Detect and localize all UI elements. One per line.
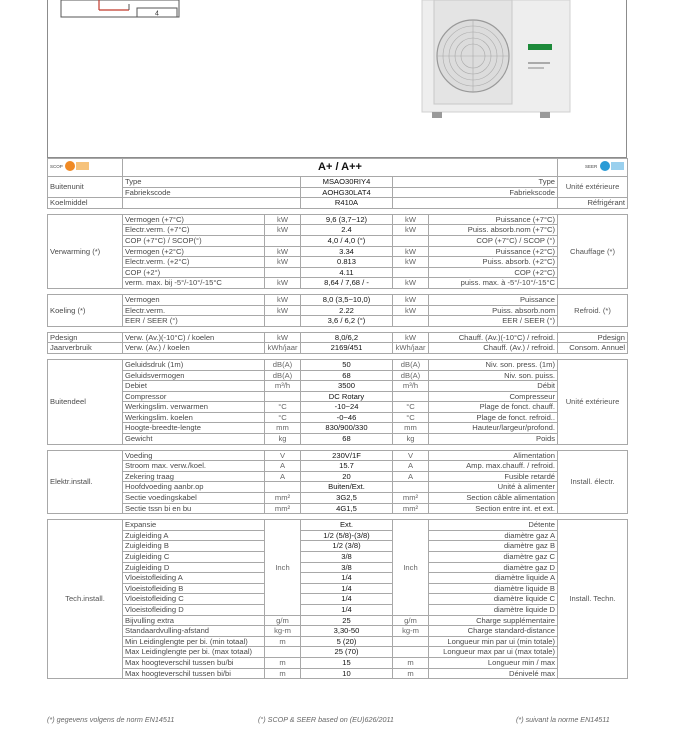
spec-unit: A — [393, 461, 429, 472]
spec-label-fr: diamètre liquide C — [429, 594, 558, 605]
category-label: Pdesign — [48, 332, 123, 343]
spec-unit: kW — [393, 294, 429, 305]
spec-unit: kWh/jaar — [265, 343, 301, 354]
spec-label-fr: Puissance (+2°C) — [429, 246, 558, 257]
table-row — [48, 503, 628, 514]
scop-badge-icon — [50, 160, 90, 172]
category-label-fr: Consom. Annuel — [558, 343, 628, 354]
spec-label-fr: diamètre liquide A — [429, 573, 558, 584]
spec-label-fr: Alimentation — [429, 450, 558, 461]
svg-text:SEER: SEER — [585, 164, 598, 170]
spec-label-nl: Electr.verm. (+2°C) — [123, 257, 265, 268]
spec-label-fr: Charge standard-distance — [429, 626, 558, 637]
spec-value: 2169/451 — [301, 343, 393, 354]
spec-label-nl: Sectie voedingskabel — [123, 493, 265, 504]
spec-value: 4,0 / 4,0 (°) — [301, 235, 393, 246]
seer-badge-icon — [585, 160, 625, 172]
spec-label-fr: Plage de fonct. chauff. — [429, 402, 558, 413]
table-row — [48, 332, 628, 343]
category-label-fr: Réfrigérant — [558, 198, 628, 209]
table-row — [48, 381, 628, 392]
spec-label-nl: EER / SEER (°) — [123, 316, 265, 327]
spec-label-nl: COP (+7°C) / SCOP(°) — [123, 235, 265, 246]
spec-value: AOHG30LAT4 — [301, 187, 393, 198]
spec-unit: mm² — [393, 503, 429, 514]
spec-value: 20 — [301, 471, 393, 482]
spec-unit: g/m — [393, 615, 429, 626]
spec-unit: dB(A) — [265, 359, 301, 370]
spec-unit: kW — [393, 225, 429, 236]
footnote-middle: (°) SCOP & SEER based on (EU)626/2011 — [258, 715, 394, 724]
footnote-right: (*) suivant la norme EN14511 — [516, 715, 610, 724]
spec-label-fr: Compresseur — [429, 391, 558, 402]
spec-unit: kg — [393, 434, 429, 445]
spec-label-fr: Section entre int. et ext. — [429, 503, 558, 514]
table-row — [48, 471, 628, 482]
spec-value: -0~46 — [301, 412, 393, 423]
spec-label-fr: Dénivelé max — [429, 668, 558, 679]
spec-unit: mm² — [265, 503, 301, 514]
spec-unit: °C — [393, 402, 429, 413]
table-row — [48, 434, 628, 445]
specification-table — [47, 158, 628, 679]
spec-unit: kW — [393, 332, 429, 343]
spec-value: 1/2 (3/8) — [301, 541, 393, 552]
spec-value: 4.11 — [301, 267, 393, 278]
spec-unit: kW — [265, 305, 301, 316]
table-row — [48, 267, 628, 278]
spec-label-nl: Max Leidinglengte per bi. (max totaal) — [123, 647, 265, 658]
category-label: Koeling (*) — [48, 294, 123, 326]
table-row — [48, 402, 628, 413]
spec-value: 0.813 — [301, 257, 393, 268]
spec-value: 4G1,5 — [301, 503, 393, 514]
spec-value: 10 — [301, 668, 393, 679]
spec-unit: dB(A) — [265, 370, 301, 381]
spec-label-nl: Fabriekscode — [123, 187, 301, 198]
spec-unit: V — [265, 450, 301, 461]
spec-value: 2.22 — [301, 305, 393, 316]
spec-unit — [265, 316, 301, 327]
seer-logo-cell — [558, 159, 628, 177]
spec-unit: kW — [265, 278, 301, 289]
spec-unit: dB(A) — [393, 370, 429, 381]
category-label: Buitendeel — [48, 359, 123, 444]
spec-value: 8,64 / 7,68 / - — [301, 278, 393, 289]
spec-label-fr: Type — [393, 177, 558, 188]
spec-unit: mm — [265, 423, 301, 434]
spec-label-fr: diamètre gaz C — [429, 552, 558, 563]
spec-label-nl: Sectie tssn bi en bu — [123, 503, 265, 514]
spec-unit: g/m — [265, 615, 301, 626]
spec-value: 15.7 — [301, 461, 393, 472]
spec-label-fr: diamètre liquide B — [429, 583, 558, 594]
spec-label-fr: Section câble alimentation — [429, 493, 558, 504]
spec-value: 3/8 — [301, 552, 393, 563]
spec-unit — [265, 482, 301, 493]
spec-unit: kW — [265, 294, 301, 305]
spec-label-fr: Charge supplémentaire — [429, 615, 558, 626]
spec-label-nl: Standaardvulling-afstand — [123, 626, 265, 637]
category-label-fr: Pdesign — [558, 332, 628, 343]
spec-label-nl: Zuigleiding C — [123, 552, 265, 563]
table-row — [48, 573, 628, 584]
table-row — [48, 278, 628, 289]
spec-label-nl: Vermogen (+7°C) — [123, 214, 265, 225]
scop-logo-cell — [48, 159, 123, 177]
spec-unit: mm² — [265, 493, 301, 504]
table-row — [48, 482, 628, 493]
spec-label-fr: Hauteur/largeur/profond. — [429, 423, 558, 434]
spec-unit: kW — [265, 214, 301, 225]
table-row — [48, 214, 628, 225]
spec-unit: V — [393, 450, 429, 461]
footnote-left: (*) gegevens volgens de norm EN14511 — [47, 715, 175, 724]
table-row — [48, 412, 628, 423]
category-label: Tech.install. — [48, 520, 123, 679]
table-row — [48, 583, 628, 594]
spec-label-fr: COP (+2°C) — [429, 267, 558, 278]
spec-label-nl: Vermogen (+2°C) — [123, 246, 265, 257]
table-row — [48, 520, 628, 531]
spec-value: Buiten/Ext. — [301, 482, 393, 493]
category-label-fr: Install. Techn. — [558, 520, 628, 679]
table-row — [48, 423, 628, 434]
spec-unit — [265, 267, 301, 278]
spec-unit — [393, 636, 429, 647]
spec-label-nl: Type — [123, 177, 301, 188]
table-row — [48, 235, 628, 246]
spec-value: 15 — [301, 657, 393, 668]
spec-unit: kg-m — [265, 626, 301, 637]
spec-label-fr: puiss. max. à -5°/-10°/-15°C — [429, 278, 558, 289]
category-label: Verwarming (*) — [48, 214, 123, 288]
spec-value: 3,30-50 — [301, 626, 393, 637]
spec-unit: kW — [393, 257, 429, 268]
spec-label-nl: Max hoogteverschil tussen bi/bi — [123, 668, 265, 679]
spec-unit: kWh/jaar — [393, 343, 429, 354]
spec-value: 50 — [301, 359, 393, 370]
spec-unit: m — [265, 668, 301, 679]
spec-label-fr: Puiss. absorb.nom — [429, 305, 558, 316]
table-row — [48, 294, 628, 305]
spec-label-nl: Expansie — [123, 520, 265, 531]
spec-unit: kW — [265, 332, 301, 343]
table-row — [48, 604, 628, 615]
spec-value: 1/4 — [301, 594, 393, 605]
table-row — [48, 657, 628, 668]
spec-label-nl: Vloeistofleiding C — [123, 594, 265, 605]
spec-unit: dB(A) — [393, 359, 429, 370]
spec-label-nl: Werkingslim. koelen — [123, 412, 265, 423]
table-row — [48, 668, 628, 679]
spec-unit: kg-m — [393, 626, 429, 637]
spec-label-fr: diamètre gaz D — [429, 562, 558, 573]
spec-unit: m — [265, 636, 301, 647]
category-label-fr: Chauffage (*) — [558, 214, 628, 288]
spec-value: 68 — [301, 434, 393, 445]
spec-value: 3G2,5 — [301, 493, 393, 504]
spec-value: -10~24 — [301, 402, 393, 413]
svg-text:4: 4 — [155, 10, 159, 18]
spec-label-nl: Vermogen — [123, 294, 265, 305]
spec-unit: mm² — [393, 493, 429, 504]
spec-value: 2.4 — [301, 225, 393, 236]
spec-value: 25 (70) — [301, 647, 393, 658]
table-row — [48, 225, 628, 236]
spec-label-nl: Electr.verm. — [123, 305, 265, 316]
spec-unit: m — [393, 657, 429, 668]
spec-unit: °C — [265, 412, 301, 423]
spec-value: Ext. — [301, 520, 393, 531]
spec-label-nl: Stroom max. verw./koel. — [123, 461, 265, 472]
spec-label-fr: Fabriekscode — [393, 187, 558, 198]
spec-unit: kW — [393, 214, 429, 225]
spec-label-fr: Fusible retardé — [429, 471, 558, 482]
spec-label-fr: Chauff. (Av.) / refroid. — [429, 343, 558, 354]
spec-value: 3500 — [301, 381, 393, 392]
spec-value: 5 (20) — [301, 636, 393, 647]
table-row — [48, 343, 628, 354]
spec-label-nl: Werkingslim. verwarmen — [123, 402, 265, 413]
spec-label-fr: Puiss. absorb. (+2°C) — [429, 257, 558, 268]
spec-value: R410A — [301, 198, 393, 209]
spec-label-nl: Vloeistofleiding B — [123, 583, 265, 594]
category-label: Buitenunit — [48, 177, 123, 198]
category-label: Koelmiddel — [48, 198, 123, 209]
spec-unit — [393, 391, 429, 402]
table-row — [48, 647, 628, 658]
spec-label-nl: Zekering traag — [123, 471, 265, 482]
spec-value: 1/4 — [301, 573, 393, 584]
spec-unit: m³/h — [265, 381, 301, 392]
spec-unit: mm — [393, 423, 429, 434]
spec-label-fr: Plage de fonct. refroid.. — [429, 412, 558, 423]
spec-unit: kW — [265, 246, 301, 257]
spec-value: 830/900/330 — [301, 423, 393, 434]
table-row — [48, 159, 628, 177]
table-row — [48, 316, 628, 327]
table-row — [48, 177, 628, 188]
spec-value: 68 — [301, 370, 393, 381]
spec-value: 230V/1F — [301, 450, 393, 461]
spec-unit — [265, 235, 301, 246]
spec-value: 3/8 — [301, 562, 393, 573]
spec-label-nl: Compressor — [123, 391, 265, 402]
spec-unit: kW — [393, 246, 429, 257]
spec-label-fr: COP (+7°C) / SCOP (°) — [429, 235, 558, 246]
spec-label-nl: Verw. (Av.) / koelen — [123, 343, 265, 354]
spec-label-fr: Longueur max par ui (max totale) — [429, 647, 558, 658]
spec-label-fr: Niv. son. puiss. — [429, 370, 558, 381]
spec-value: 25 — [301, 615, 393, 626]
spec-label-nl: verm. max. bij -5°/-10°/-15°C — [123, 278, 265, 289]
spec-value: MSAO30RIY4 — [301, 177, 393, 188]
spec-unit: m — [265, 657, 301, 668]
table-row — [48, 246, 628, 257]
spec-unit — [393, 647, 429, 658]
spec-label-fr: diamètre liquide D — [429, 604, 558, 615]
spec-label-nl: Electr.verm. (+7°C) — [123, 225, 265, 236]
spec-unit: m³/h — [393, 381, 429, 392]
table-row — [48, 450, 628, 461]
spec-unit — [265, 647, 301, 658]
spec-label-fr: Niv. son. press. (1m) — [429, 359, 558, 370]
category-label-fr: Unité extérieure — [558, 359, 628, 444]
spec-unit-inch: Inch — [265, 520, 301, 615]
table-row — [48, 359, 628, 370]
category-label: Jaarverbruik — [48, 343, 123, 354]
table-row — [48, 493, 628, 504]
spec-label-nl: Debiet — [123, 381, 265, 392]
category-label-fr: Install. électr. — [558, 450, 628, 514]
spec-label-nl — [123, 198, 301, 209]
spec-label-fr: Puissance — [429, 294, 558, 305]
spec-label-fr: Chauff. (Av.)(-10°C) / refroid. — [429, 332, 558, 343]
spec-label-fr: diamètre gaz A — [429, 530, 558, 541]
category-label: Elektr.install. — [48, 450, 123, 514]
table-row — [48, 594, 628, 605]
energy-rating-label: A+ / A++ — [318, 160, 362, 173]
spec-label-nl: Voeding — [123, 450, 265, 461]
category-label-fr: Unité extérieure — [558, 177, 628, 198]
spec-label-nl: Max hoogteverschil tussen bu/bi — [123, 657, 265, 668]
spec-label-nl: Bijvulling extra — [123, 615, 265, 626]
spec-unit — [393, 267, 429, 278]
spec-label-nl: Geluidsdruk (1m) — [123, 359, 265, 370]
spec-label-fr: Puissance (+7°C) — [429, 214, 558, 225]
table-row — [48, 552, 628, 563]
spec-label-fr: Débit — [429, 381, 558, 392]
spec-unit: m — [393, 668, 429, 679]
svg-text:SCOP: SCOP — [50, 164, 63, 170]
spec-label-fr: Amp. max.chauff. / refroid. — [429, 461, 558, 472]
spec-value: 1/2 (5/8)-(3/8) — [301, 530, 393, 541]
spec-label-fr: Unité à alimenter — [429, 482, 558, 493]
spec-label-nl: Vloeistofleiding A — [123, 573, 265, 584]
spec-label-nl: Zuigleiding A — [123, 530, 265, 541]
table-row — [48, 198, 628, 209]
table-row — [48, 187, 628, 198]
table-row — [48, 305, 628, 316]
spec-label-fr: Puiss. absorb.nom (+7°C) — [429, 225, 558, 236]
spec-unit-inch: Inch — [393, 520, 429, 615]
spec-label-nl: Zuigleiding B — [123, 541, 265, 552]
spec-label-fr: Longueur min par ui (min totale) — [429, 636, 558, 647]
table-row — [48, 257, 628, 268]
spec-value: 8,0/6,2 — [301, 332, 393, 343]
spec-label-fr — [393, 198, 558, 209]
spec-label-nl: COP (+2°) — [123, 267, 265, 278]
spec-unit: kW — [393, 278, 429, 289]
spec-unit — [393, 235, 429, 246]
spec-label-nl: Verw. (Av.)(-10°C) / koelen — [123, 332, 265, 343]
spec-label-nl: Hoogte-breedte-lengte — [123, 423, 265, 434]
spec-unit: kW — [265, 257, 301, 268]
table-row — [48, 636, 628, 647]
spec-unit: A — [265, 461, 301, 472]
spec-label-fr: Longueur min / max — [429, 657, 558, 668]
table-row — [48, 562, 628, 573]
spec-label-nl: Geluidsvermogen — [123, 370, 265, 381]
spec-unit: kW — [393, 305, 429, 316]
spec-unit: °C — [265, 402, 301, 413]
product-image-area — [47, 0, 627, 158]
spec-label-nl: Hoofdvoeding aanbr.op — [123, 482, 265, 493]
spec-value: 3.34 — [301, 246, 393, 257]
table-row — [48, 626, 628, 637]
table-row — [48, 541, 628, 552]
spec-label-nl: Zuigleiding D — [123, 562, 265, 573]
category-label-fr: Refroid. (*) — [558, 294, 628, 326]
table-row — [48, 530, 628, 541]
spec-unit: A — [393, 471, 429, 482]
spec-label-fr: Détente — [429, 520, 558, 531]
spec-label-fr: EER / SEER (°) — [429, 316, 558, 327]
spec-value: 9,6 (3,7~12) — [301, 214, 393, 225]
spec-label-nl: Min Leidinglengte per bi. (min totaal) — [123, 636, 265, 647]
spec-label-fr: diamètre gaz B — [429, 541, 558, 552]
spec-unit — [265, 391, 301, 402]
spec-value: 1/4 — [301, 583, 393, 594]
spec-unit: A — [265, 471, 301, 482]
table-row — [48, 461, 628, 472]
spec-label-fr: Poids — [429, 434, 558, 445]
spec-value: 3,6 / 6,2 (°) — [301, 316, 393, 327]
spec-label-nl: Gewicht — [123, 434, 265, 445]
spec-unit: kg — [265, 434, 301, 445]
spec-value: 8,0 (3,5~10,0) — [301, 294, 393, 305]
spec-unit: kW — [265, 225, 301, 236]
table-row — [48, 391, 628, 402]
energy-rating — [123, 159, 558, 177]
table-row — [48, 615, 628, 626]
spec-unit — [393, 316, 429, 327]
spec-unit — [393, 482, 429, 493]
piping-schema-diagram — [59, 0, 187, 20]
spec-value: DC Rotary — [301, 391, 393, 402]
spec-value: 1/4 — [301, 604, 393, 615]
spec-unit: °C — [393, 412, 429, 423]
spec-label-nl: Vloeistofleiding D — [123, 604, 265, 615]
table-row — [48, 370, 628, 381]
outdoor-unit-image — [410, 0, 580, 126]
